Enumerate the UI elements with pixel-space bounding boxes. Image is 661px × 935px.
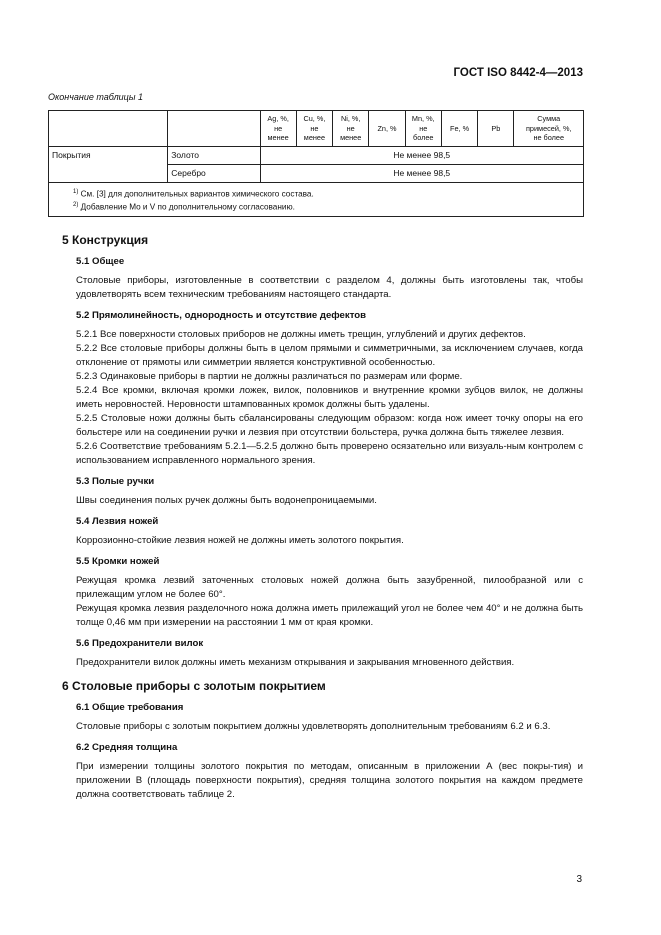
- paragraph-5-2-4: 5.2.4 Все кромки, включая кромки ложек, вилок, половников и внутренние кромки зубцов вилок, не должны иметь неровностей. Неровности штампованных кромок должны быть удалены.: [76, 385, 583, 410]
- section-5-1-title: 5.1 Общее: [76, 256, 125, 267]
- footnote-2: $^{2)}$ Добавление Mo и V по дополнительному согласованию.: [73, 201, 295, 212]
- table-footnotes: [49, 183, 584, 217]
- section-6-1-title: 6.1 Общие требования: [76, 702, 184, 713]
- header-ag: Ag, %, не менее: [260, 111, 296, 147]
- section-5-1-text: Столовые приборы, изготовленные в соответствии с разделом 4, должны быть изготовлены так, чтобы удовлетворять всем техническим требованиям настоящего стандарта.: [76, 275, 583, 300]
- header-empty-cell: [168, 111, 260, 147]
- section-6-1-text: Столовые приборы с золотым покрытием должны удовлетворять дополнительным требованиям 6.2 и 6.3.: [76, 721, 551, 732]
- section-5-3-text: Швы соединения полых ручек должны быть водонепроницаемыми.: [76, 495, 377, 506]
- paragraph-5-2-2: 5.2.2 Все столовые приборы должны быть в целом прямыми и симметричными, за исключением случаев, когда отклонение от прямоты или симметрии является конструктивной особенностью.: [76, 343, 583, 368]
- row-gold: Золото: [168, 147, 260, 165]
- section-5-title: 5 Конструкция: [62, 233, 149, 247]
- section-5-6-title: 5.6 Предохранители вилок: [76, 638, 204, 649]
- section-5-5-text-2: Режущая кромка лезвия разделочного ножа должна иметь прилежащий угол не более чем 40° и не должна быть толще 0,46 мм при измерении на расстоянии 1 мм от края кромки.: [76, 603, 583, 628]
- row-label-coating: Покрытия: [49, 147, 168, 183]
- header-empty-cell: [49, 111, 168, 147]
- section-5-5-title: 5.5 Кромки ножей: [76, 556, 160, 567]
- footnote-1: $^{1)}$ См. [3] для дополнительных вариантов химического состава.: [73, 189, 314, 199]
- section-5-2-title: 5.2 Прямолинейность, однородность и отсутствие дефектов: [76, 310, 367, 321]
- section-5-3-title: 5.3 Полые ручки: [76, 476, 155, 487]
- header-fe: Fe, %: [441, 111, 477, 147]
- paragraph-5-2-5: 5.2.5 Столовые ножи должны быть сбалансированы следующим образом: когда нож имеет точку опоры на его больстере или на соединении ручки и лезвия при отсутствии больстера, ручка должна быть тяжелее лезвия.: [76, 413, 583, 438]
- section-5-4-text: Коррозионно-стойкие лезвия ножей не должны иметь золотого покрытия.: [76, 535, 404, 546]
- silver-value: Не менее 98,5: [260, 165, 584, 183]
- header-cu: Cu, %, не менее: [296, 111, 332, 147]
- table-row: [49, 147, 584, 165]
- table-header-row: [49, 111, 584, 147]
- header-ni: Ni, %, не менее: [333, 111, 369, 147]
- paragraph-5-2-1: 5.2.1 Все поверхности столовых приборов не должны иметь трещин, углублений и других дефектов.: [76, 329, 526, 340]
- section-5-6-text: Предохранители вилок должны иметь механизм открывания и закрывания мгновенного действия.: [76, 657, 515, 668]
- header-zn: Zn, %: [369, 111, 405, 147]
- composition-table: [48, 110, 584, 217]
- section-5-4-title: 5.4 Лезвия ножей: [76, 516, 159, 527]
- section-6-2-text: При измерении толщины золотого покрытия по методам, описанным в приложении А (вес покры-тия) и приложении В (площадь поверхности покрытия), средняя толщина золотого покрытия на каждом предмете должна соответствовать таблице 2.: [76, 761, 583, 800]
- footnotes-row: [49, 183, 584, 217]
- header-impurities: Сумма примесей, %, не более: [514, 111, 584, 147]
- document-code: ГОСТ ISO 8442-4—2013: [453, 67, 583, 79]
- section-6-title: 6 Столовые приборы с золотым покрытием: [62, 679, 326, 693]
- header-mn: Mn, %, не более: [405, 111, 441, 147]
- header-pb: Pb: [478, 111, 514, 147]
- paragraph-5-2-6: 5.2.6 Соответствие требованиям 5.2.1—5.2.5 должно быть проверено осязательно или визуаль-ным контролем с использованием исправленного нормального зрения.: [76, 441, 583, 466]
- document-body: [62, 232, 583, 802]
- table-continuation-caption: Окончание таблицы 1: [48, 92, 143, 102]
- page-number: 3: [576, 874, 582, 885]
- section-5-5-text-1: Режущая кромка лезвий заточенных столовых ножей должна быть зазубренной, пилообразной или с прилежащим углом не более 60°.: [76, 575, 583, 600]
- gold-value: Не менее 98,5: [260, 147, 584, 165]
- paragraph-5-2-3: 5.2.3 Одинаковые приборы в партии не должны различаться по размерам или форме.: [76, 371, 463, 382]
- section-6-2-title: 6.2 Средняя толщина: [76, 742, 178, 753]
- row-silver: Серебро: [168, 165, 260, 183]
